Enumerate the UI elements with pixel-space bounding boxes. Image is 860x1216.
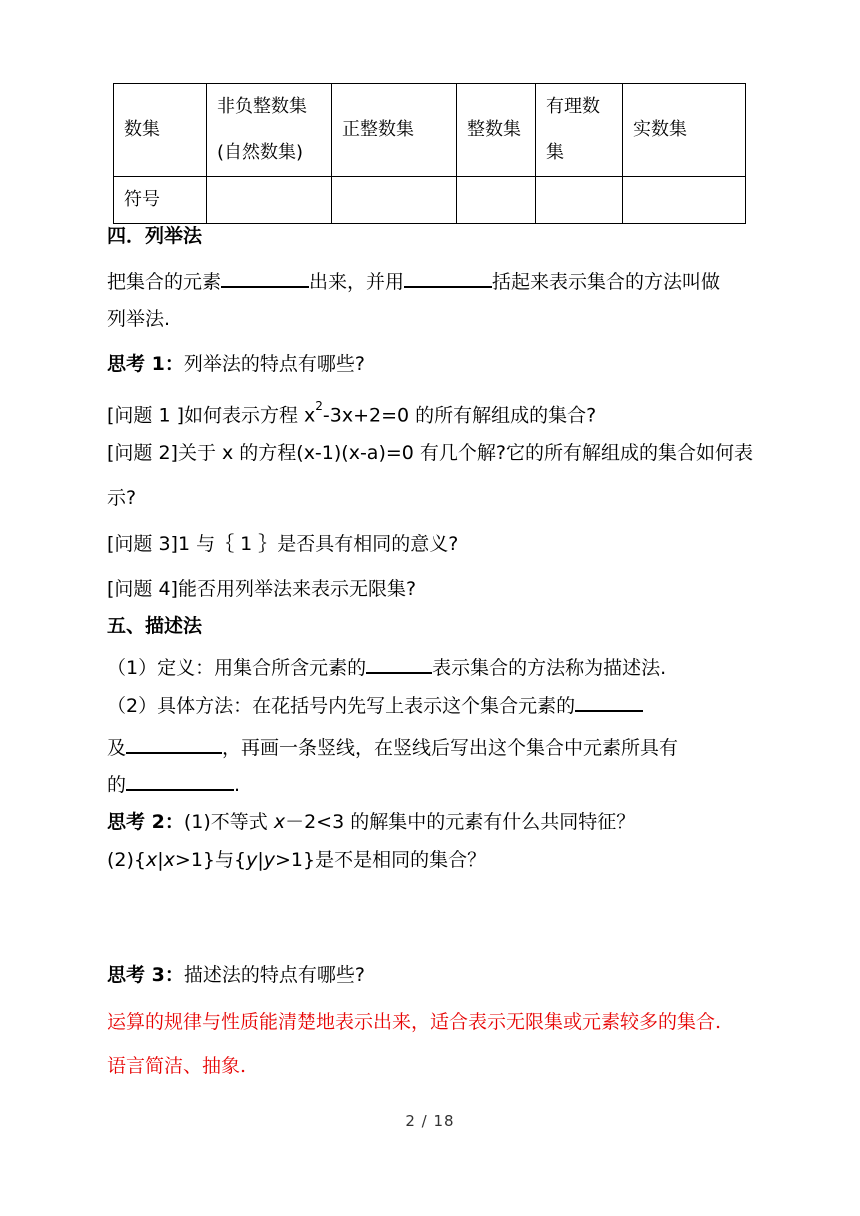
fill-blank: [366, 652, 432, 674]
definition-line: [107, 652, 666, 682]
think-2-line-1: [107, 808, 635, 836]
text: |: [257, 849, 264, 871]
fill-blank: [126, 732, 222, 754]
question-1: [107, 396, 596, 429]
question-4: [问题 4]能否用列举法来表示无限集?: [107, 578, 417, 600]
table-header-row: [114, 84, 746, 177]
method-line-3: [107, 769, 240, 799]
text: 及: [107, 737, 127, 759]
var-x: x: [146, 849, 158, 871]
table-cell: [332, 177, 457, 224]
table-cell: [623, 84, 746, 177]
text: >1}与{: [174, 849, 247, 871]
cell-text: 符号: [124, 189, 160, 210]
answer-line-1: 运算的规律与性质能清楚地表示出来，适合表示无限集或元素较多的集合.: [107, 1011, 722, 1033]
table-cell: [207, 177, 332, 224]
page-number: 2 / 18: [405, 1112, 455, 1130]
fill-blank: [575, 690, 643, 712]
question-3: [问题 3]1 与｛ 1 ｝是否具有相同的意义?: [107, 533, 459, 555]
table-cell: [207, 84, 332, 177]
fill-blank: [404, 266, 492, 288]
fill-blank: [126, 769, 234, 791]
text: (2){: [107, 849, 147, 871]
cell-text: 数集: [124, 119, 160, 140]
cell-text: 有理数: [546, 96, 600, 117]
var-x: x: [273, 811, 286, 833]
table-cell: [114, 177, 207, 224]
text: ，再画一条竖线，在竖线后写出这个集合中元素所具有: [222, 737, 679, 759]
cell-text: 实数集: [633, 119, 687, 140]
method-line-1: [107, 690, 643, 720]
number-sets-table: [113, 83, 746, 224]
text: -3x+2=0 的所有解组成的集合?: [322, 404, 597, 427]
method-line-2: [107, 732, 678, 762]
table-cell: [623, 177, 746, 224]
var-y: y: [263, 849, 276, 871]
cell-text: 整数集: [467, 119, 521, 140]
question-2-line-2: 示?: [107, 487, 137, 509]
table-cell: [114, 84, 207, 177]
think-3: [107, 961, 365, 989]
text: (1)不等式: [183, 811, 274, 833]
text: 列举法的特点有哪些?: [183, 353, 365, 375]
text: |: [157, 849, 164, 871]
table-row: [114, 177, 746, 224]
think-label: 思考 2：: [107, 811, 184, 833]
text: －2<3 的解集中的元素有什么共同特征？: [285, 811, 636, 833]
answer-line-2: 语言简洁、抽象.: [107, 1055, 247, 1077]
cell-text: (自然数集): [217, 142, 304, 163]
text: 出来，并用: [309, 271, 405, 293]
text: （1）定义：用集合所含元素的: [107, 657, 367, 679]
var-x: x: [163, 849, 175, 871]
cell-text: 集: [546, 142, 564, 163]
question-2-line-1: [问题 2]关于 x 的方程(x-1)(x-a)=0 有几个解?它的所有解组成的集合如何表: [107, 442, 753, 464]
table-cell: [332, 84, 457, 177]
text: （2）具体方法：在花括号内先写上表示这个集合元素的: [107, 695, 576, 717]
superscript: 2: [315, 399, 323, 413]
section-4-heading: 四．列举法: [107, 225, 203, 247]
var-y: y: [246, 849, 258, 871]
text: 把集合的元素: [107, 271, 222, 293]
table-cell: [536, 177, 623, 224]
table-cell: [536, 84, 623, 177]
text: 的: [107, 774, 127, 796]
text: >1}是不是相同的集合？: [275, 849, 487, 871]
text: 描述法的特点有哪些?: [183, 964, 365, 986]
section-4-line-1: [107, 266, 720, 296]
text: [问题 1 ]如何表示方程 x: [107, 404, 316, 427]
cell-text: 非负整数集: [217, 96, 307, 117]
table-cell: [457, 177, 536, 224]
text: 括起来表示集合的方法叫做: [492, 271, 721, 293]
fill-blank: [221, 266, 309, 288]
think-label: 思考 1：: [107, 353, 184, 375]
cell-text: 正整数集: [342, 119, 414, 140]
section-5-heading: 五、描述法: [107, 615, 203, 637]
text: 表示集合的方法称为描述法.: [432, 657, 667, 679]
table-cell: [457, 84, 536, 177]
think-1: [107, 350, 365, 378]
text: .: [234, 774, 241, 796]
section-4-line-2: 列举法.: [107, 308, 171, 330]
think-label: 思考 3：: [107, 964, 184, 986]
think-2-line-2: [107, 846, 486, 874]
